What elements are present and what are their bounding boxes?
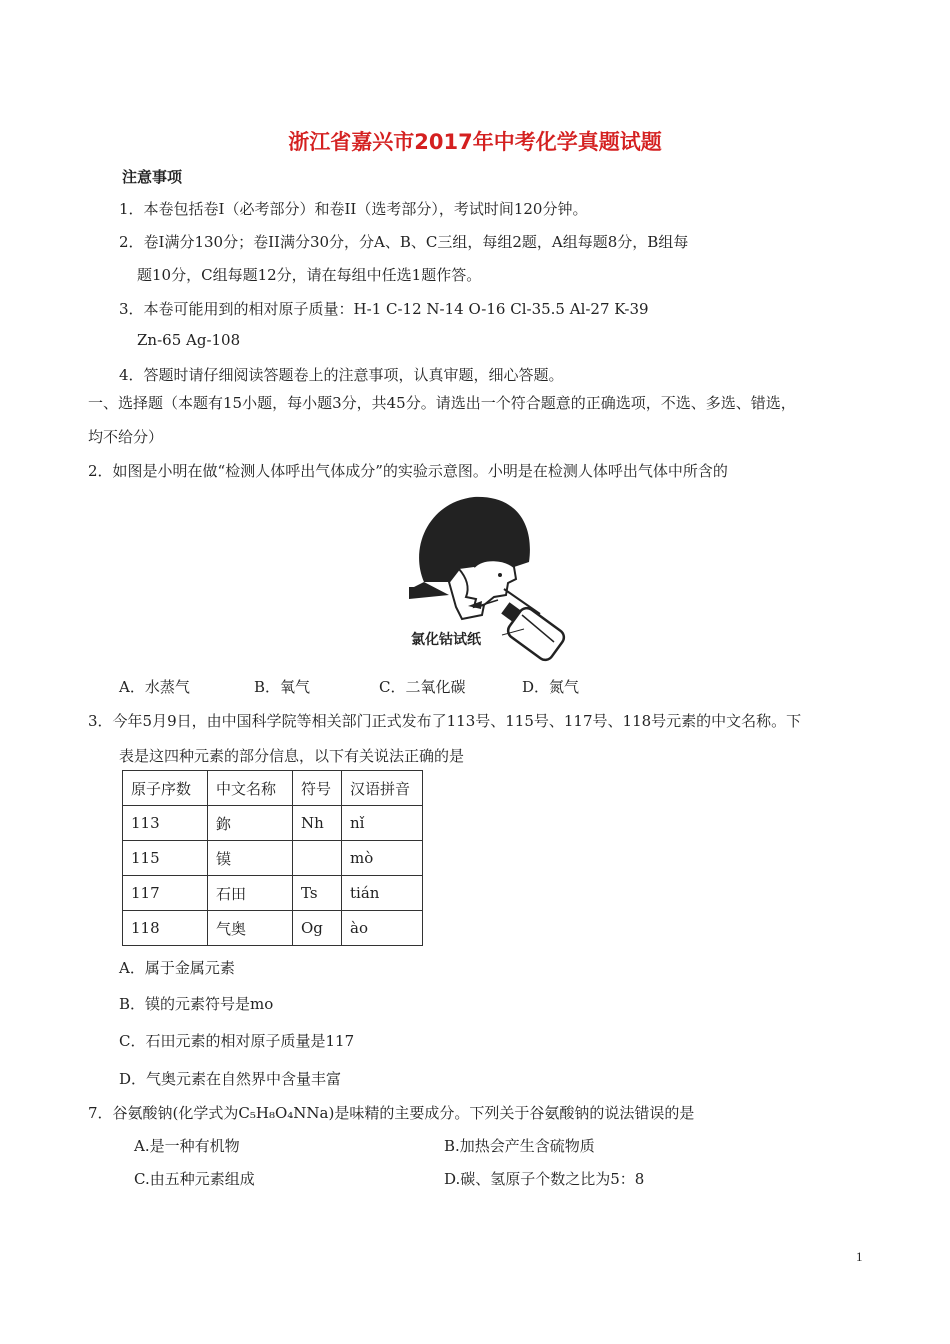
- question-3-stem: 3．今年5月9日，由中国科学院等相关部门正式发布了113号、115号、117号、118号元素的中文名称。下: [88, 712, 802, 730]
- question-3-option-a: A．属于金属元素: [119, 959, 235, 977]
- question-3-option-d: D．气奥元素在自然界中含量丰富: [119, 1070, 342, 1088]
- table-cell: Og: [293, 911, 342, 946]
- table-cell: ào: [342, 911, 423, 946]
- table-cell: 113: [123, 806, 208, 841]
- figure-label: 氯化钴试纸: [411, 632, 481, 648]
- table-cell: 石田: [208, 876, 293, 911]
- table-row: [123, 806, 423, 841]
- page-number: 1: [856, 1249, 863, 1264]
- question-7-option-b: B.加热会产生含硫物质: [444, 1137, 595, 1155]
- question-2-option-d: D．氮气: [522, 678, 580, 696]
- notice-item-2: 2．卷I满分130分；卷II满分30分，分A、B、C三组，每组2题，A组每题8分，B组每: [119, 233, 689, 251]
- question-7-option-c: C.由五种元素组成: [134, 1170, 255, 1188]
- question-7-option-d: D.碳、氢原子个数之比为5：8: [444, 1170, 645, 1188]
- notice-item-3: 3．本卷可能用到的相对原子质量：H-1 C-12 N-14 O-16 Cl-35.5 Al-27 K-39: [119, 300, 649, 318]
- question-2-option-c: C．二氧化碳: [379, 678, 466, 696]
- table-header: 原子序数: [123, 771, 208, 806]
- table-cell: [293, 841, 342, 876]
- table-header: 中文名称: [208, 771, 293, 806]
- table-cell: 117: [123, 876, 208, 911]
- table-cell: 鉨: [208, 806, 293, 841]
- notice-item-2-cont: 题10分，C组每题12分，请在每组中任选1题作答。: [137, 266, 482, 284]
- question-3-stem-cont: 表是这四种元素的部分信息，以下有关说法正确的是: [119, 747, 465, 765]
- table-cell: mò: [342, 841, 423, 876]
- question-7-stem: 7．谷氨酸钠(化学式为C₅H₈O₄NNa)是味精的主要成分。下列关于谷氨酸钠的说法错误的是: [88, 1104, 695, 1122]
- table-row: [123, 841, 423, 876]
- notice-heading: 注意事项: [122, 168, 183, 186]
- notice-item-4: 4．答题时请仔细阅读答题卷上的注意事项，认真审题，细心答题。: [119, 366, 564, 384]
- page-title: 浙江省嘉兴市2017年中考化学真题试题: [288, 130, 662, 154]
- notice-item-1: 1．本卷包括卷I（必考部分）和卷II（选考部分），考试时间120分钟。: [119, 200, 588, 218]
- table-cell: tián: [342, 876, 423, 911]
- question-3-option-b: B．镆的元素符号是mo: [119, 995, 274, 1013]
- question-3-option-c: C．石田元素的相对原子质量是117: [119, 1032, 355, 1050]
- section-instructions-cont: 均不给分）: [88, 428, 164, 446]
- table-header-row: [123, 771, 423, 806]
- table-header: 汉语拼音: [342, 771, 423, 806]
- table-row: [123, 911, 423, 946]
- table-cell: Nh: [293, 806, 342, 841]
- question-2-option-b: B．氧气: [254, 678, 311, 696]
- element-table: [122, 770, 423, 946]
- table-cell: Ts: [293, 876, 342, 911]
- question-2-option-a: A．水蒸气: [119, 678, 190, 696]
- question-2-stem: 2．如图是小明在做“检测人体呼出气体成分”的实验示意图。小明是在检测人体呼出气体中所含的: [88, 462, 728, 480]
- table-cell: 镆: [208, 841, 293, 876]
- table-cell: 气奥: [208, 911, 293, 946]
- question-7-option-a: A.是一种有机物: [134, 1137, 240, 1155]
- table-row: [123, 876, 423, 911]
- table-cell: 118: [123, 911, 208, 946]
- table-cell: nǐ: [342, 806, 423, 841]
- notice-item-3-cont: Zn-65 Ag-108: [137, 331, 241, 349]
- table-cell: 115: [123, 841, 208, 876]
- table-header: 符号: [293, 771, 342, 806]
- section-instructions: 一、选择题（本题有15小题，每小题3分，共45分。请选出一个符合题意的正确选项，不选、多选、错选，: [88, 394, 796, 412]
